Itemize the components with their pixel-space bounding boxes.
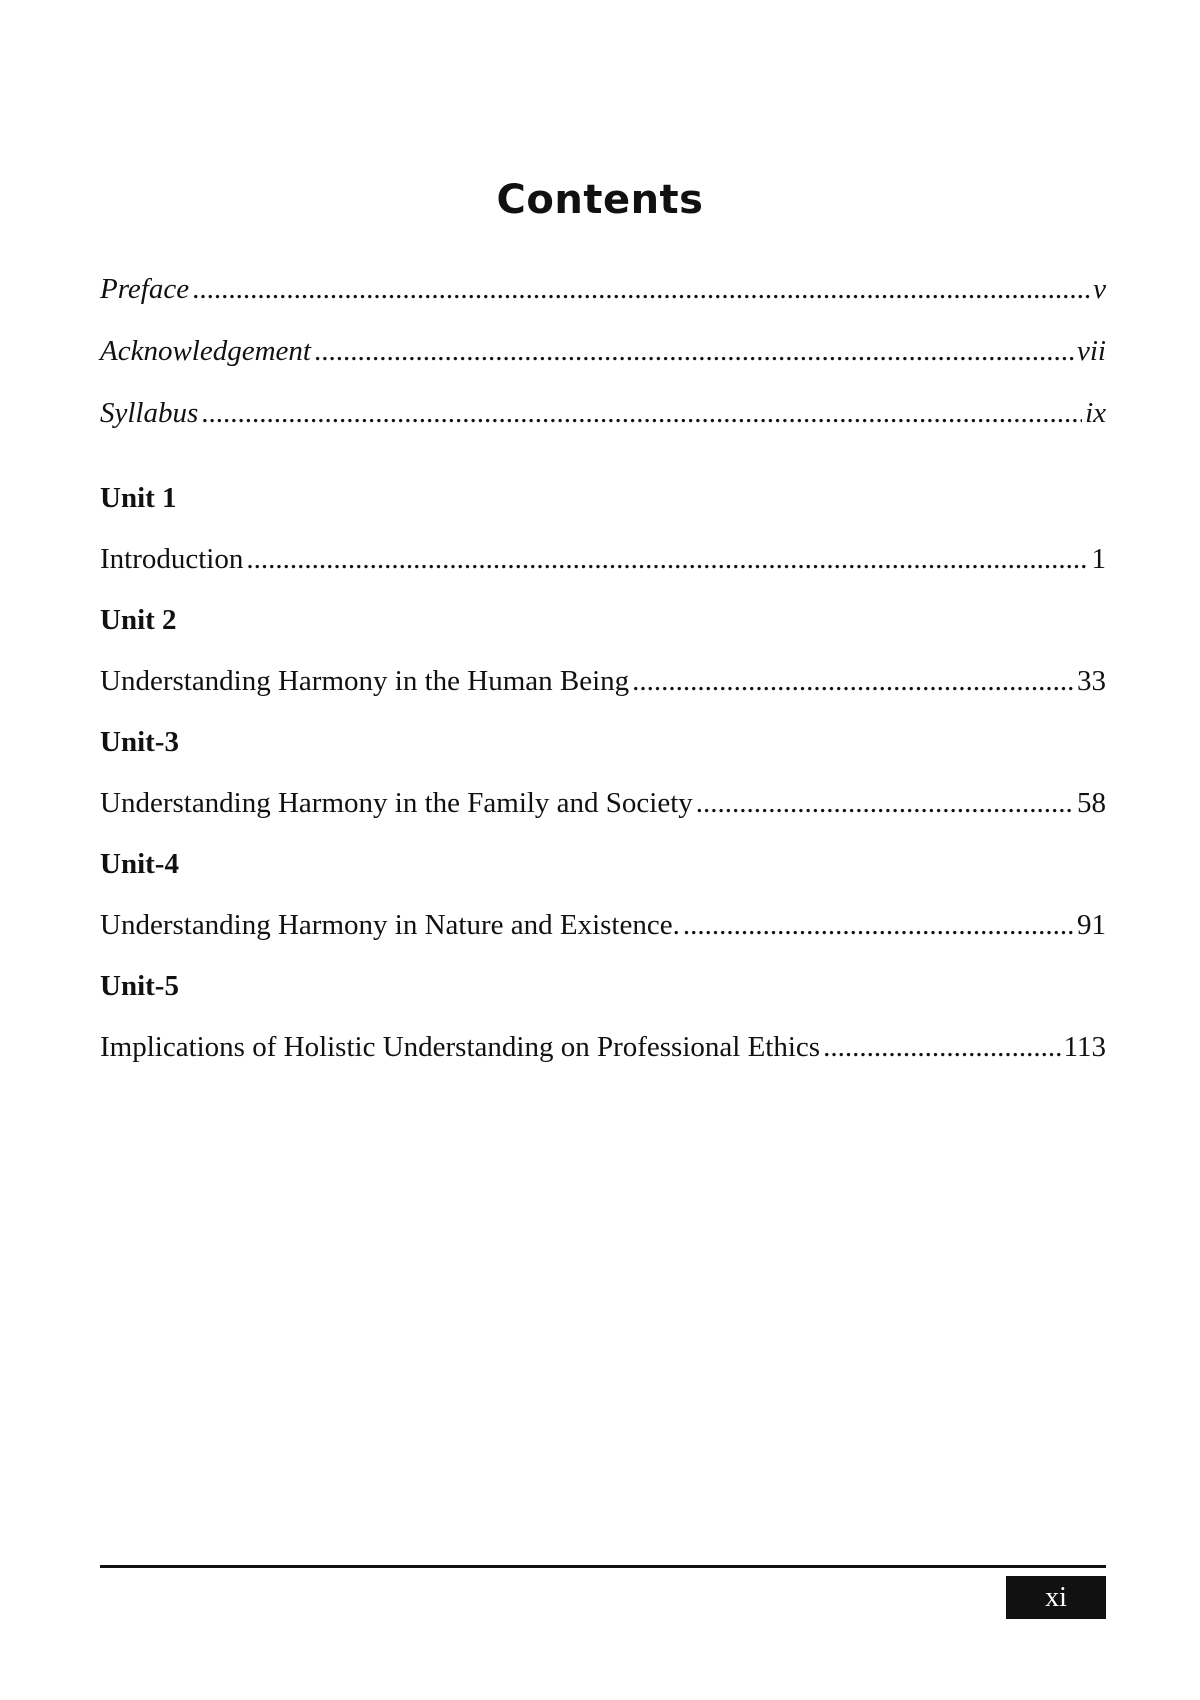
toc-entry-page: 33 bbox=[1077, 665, 1106, 697]
dot-leader bbox=[192, 258, 1090, 320]
dot-leader bbox=[246, 528, 1088, 590]
toc-entry-unit-4[interactable] bbox=[100, 894, 1106, 956]
toc-entry-title: Preface bbox=[100, 273, 190, 305]
toc-entry-title: Understanding Harmony in the Family and Society bbox=[100, 787, 693, 819]
page-number-badge: xi bbox=[1006, 1576, 1106, 1619]
toc-entry-page: v bbox=[1093, 273, 1106, 305]
toc-entry-page: 91 bbox=[1077, 909, 1106, 941]
unit-heading-4: Unit-4 bbox=[100, 848, 179, 880]
toc-entry-unit-2[interactable] bbox=[100, 650, 1106, 712]
unit-heading-1: Unit 1 bbox=[100, 482, 177, 514]
toc-entry-title: Introduction bbox=[100, 543, 244, 575]
toc-entry-syllabus[interactable] bbox=[100, 382, 1106, 444]
dot-leader bbox=[201, 382, 1082, 444]
toc-entry-page: vii bbox=[1077, 335, 1106, 367]
dot-leader bbox=[632, 650, 1074, 712]
toc-entry-preface[interactable] bbox=[100, 258, 1106, 320]
table-of-contents bbox=[100, 258, 1106, 1078]
toc-entry-unit-1[interactable] bbox=[100, 528, 1106, 590]
toc-entry-title: Understanding Harmony in Nature and Existence. bbox=[100, 909, 680, 941]
footer-rule bbox=[100, 1565, 1106, 1568]
toc-entry-unit-3[interactable] bbox=[100, 772, 1106, 834]
toc-entry-page: 1 bbox=[1091, 543, 1106, 575]
toc-entry-title: Implications of Holistic Understanding on Professional Ethics bbox=[100, 1031, 821, 1063]
dot-leader bbox=[683, 894, 1074, 956]
section-spacer bbox=[100, 444, 1106, 468]
unit-heading-2: Unit 2 bbox=[100, 604, 177, 636]
toc-entry-title: Understanding Harmony in the Human Being bbox=[100, 665, 630, 697]
toc-entry-title: Syllabus bbox=[100, 397, 199, 429]
toc-entry-page: ix bbox=[1085, 397, 1106, 429]
toc-entry-acknowledgement[interactable] bbox=[100, 320, 1106, 382]
unit-heading-5: Unit-5 bbox=[100, 970, 179, 1002]
toc-entry-title: Acknowledgement bbox=[100, 335, 311, 367]
dot-leader bbox=[823, 1016, 1061, 1078]
dot-leader bbox=[696, 772, 1074, 834]
toc-entry-unit-5[interactable] bbox=[100, 1016, 1106, 1078]
toc-entry-page: 113 bbox=[1063, 1031, 1106, 1063]
toc-entry-page: 58 bbox=[1077, 787, 1106, 819]
unit-heading-3: Unit-3 bbox=[100, 726, 179, 758]
dot-leader bbox=[314, 320, 1074, 382]
page-title: Contents bbox=[496, 176, 704, 223]
